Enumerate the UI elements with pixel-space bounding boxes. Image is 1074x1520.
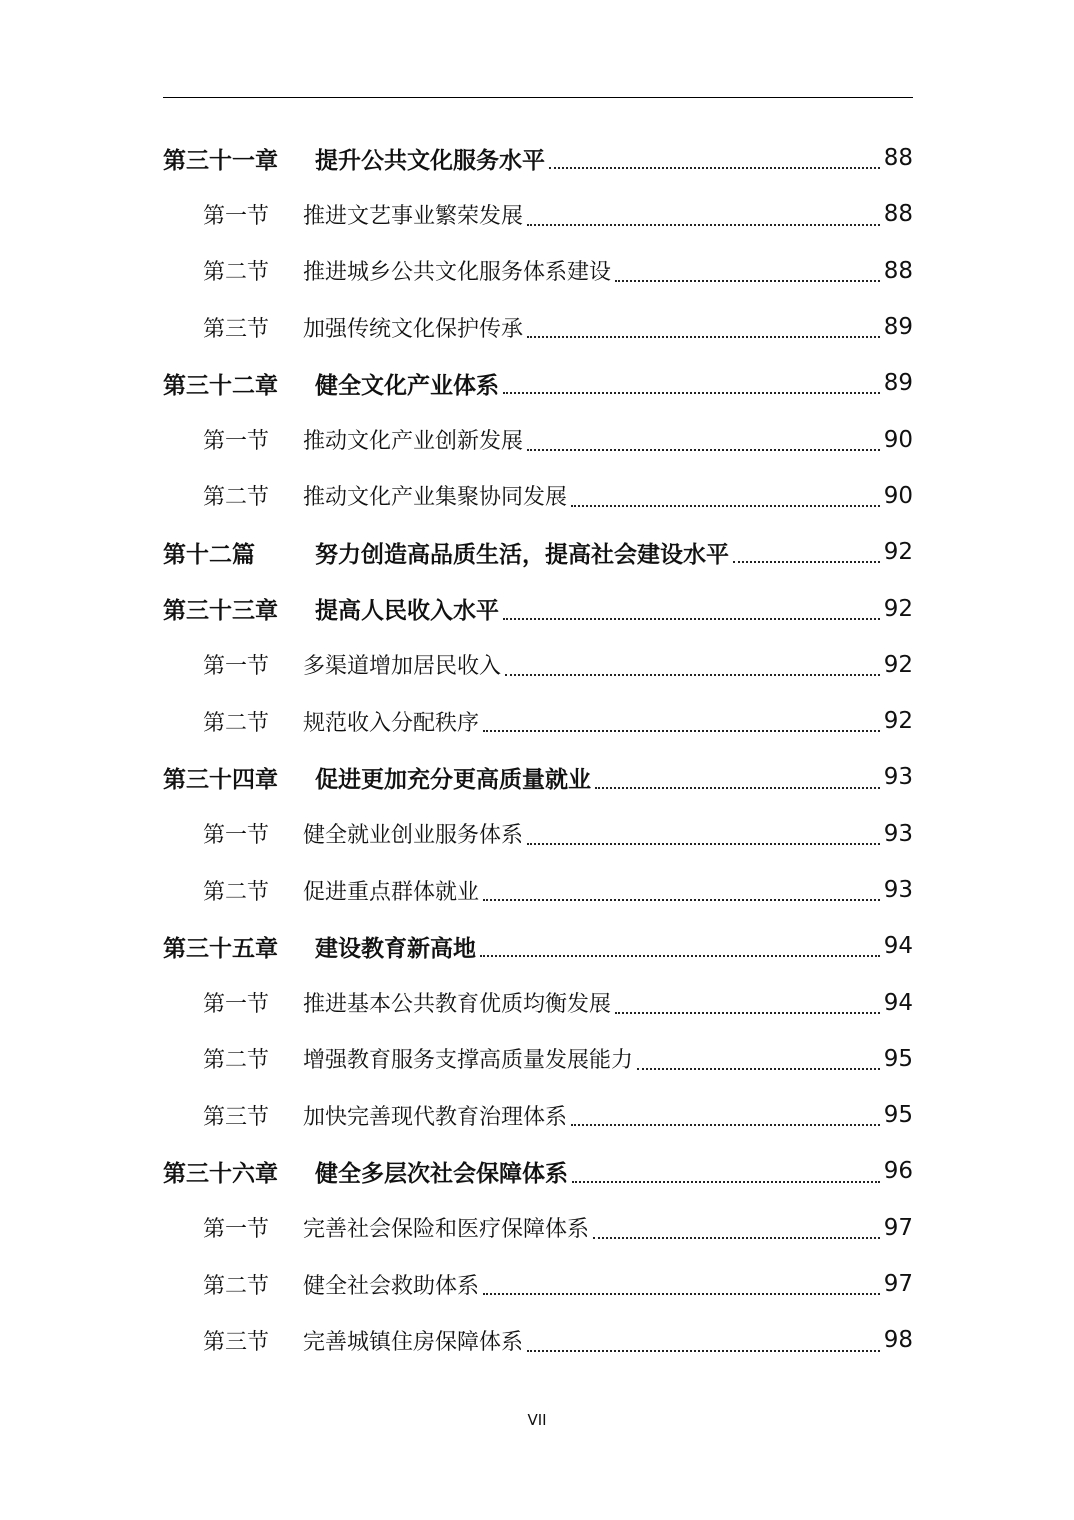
toc-entry-title: 加快完善现代教育治理体系	[303, 1104, 568, 1130]
toc-entry-section[interactable]	[163, 468, 913, 524]
toc-entry-page: 98	[883, 1327, 913, 1354]
toc-entry-section[interactable]	[163, 974, 913, 1030]
toc-entry-section[interactable]	[163, 1200, 913, 1256]
dot-leader	[527, 334, 880, 338]
table-of-contents	[163, 130, 913, 1369]
toc-entry-section[interactable]	[163, 1256, 913, 1312]
toc-entry-number: 第三十五章	[163, 935, 278, 962]
dot-leader	[503, 390, 880, 394]
toc-entry-page: 89	[883, 370, 913, 397]
dot-leader	[527, 841, 880, 845]
toc-entry-title: 推进城乡公共文化服务体系建设	[303, 260, 612, 286]
toc-entry-page: 97	[883, 1214, 913, 1241]
toc-entry-title: 健全文化产业体系	[315, 372, 499, 399]
dot-leader	[483, 1291, 880, 1295]
toc-entry-page: 89	[883, 314, 913, 341]
toc-entry-chapter[interactable]	[163, 580, 913, 636]
toc-entry-title: 加强传统文化保护传承	[303, 316, 524, 342]
dot-leader	[549, 165, 880, 169]
toc-entry-section[interactable]	[163, 299, 913, 355]
toc-entry-number: 第三节	[203, 1104, 270, 1130]
toc-entry-title: 健全多层次社会保障体系	[315, 1160, 568, 1187]
dot-leader	[483, 728, 880, 732]
dot-leader	[571, 503, 880, 507]
toc-entry-number: 第三节	[203, 1329, 270, 1355]
footer-page-number: VII	[527, 1411, 547, 1429]
toc-entry-section[interactable]	[163, 1312, 913, 1368]
toc-entry-number: 第一节	[203, 203, 270, 229]
toc-entry-chapter[interactable]	[163, 130, 913, 186]
dot-leader	[637, 1066, 880, 1070]
toc-entry-title: 健全就业创业服务体系	[303, 823, 524, 849]
toc-entry-chapter[interactable]	[163, 1143, 913, 1199]
toc-entry-section[interactable]	[163, 186, 913, 242]
toc-entry-chapter[interactable]	[163, 749, 913, 805]
toc-entry-number: 第二节	[203, 485, 270, 511]
toc-entry-title: 推进基本公共教育优质均衡发展	[303, 992, 612, 1018]
toc-entry-title: 建设教育新高地	[315, 935, 476, 962]
toc-entry-title: 推进文艺事业繁荣发展	[303, 203, 524, 229]
toc-entry-title: 推动文化产业创新发展	[303, 429, 524, 455]
toc-entry-title: 促进重点群体就业	[303, 879, 480, 905]
toc-entry-page: 93	[883, 764, 913, 791]
toc-entry-number: 第十二篇	[163, 541, 255, 568]
toc-entry-number: 第二节	[203, 710, 270, 736]
toc-entry-page: 92	[883, 708, 913, 735]
dot-leader	[527, 447, 880, 451]
toc-entry-page: 92	[883, 595, 913, 622]
toc-entry-page: 88	[883, 145, 913, 172]
toc-entry-page: 93	[883, 877, 913, 903]
toc-entry-number: 第三十一章	[163, 147, 278, 174]
toc-entry-page: 94	[883, 989, 913, 1016]
toc-entry-section[interactable]	[163, 637, 913, 693]
dot-leader	[480, 953, 880, 957]
toc-entry-title: 努力创造高品质生活，提高社会建设水平	[315, 541, 729, 568]
toc-entry-chapter[interactable]	[163, 524, 913, 580]
toc-entry-number: 第三十三章	[163, 598, 278, 625]
toc-entry-number: 第一节	[203, 429, 270, 455]
toc-entry-section[interactable]	[163, 862, 913, 918]
toc-entry-page: 92	[883, 651, 913, 678]
toc-entry-page: 88	[883, 201, 913, 228]
toc-entry-page: 95	[883, 1045, 913, 1072]
toc-entry-section[interactable]	[163, 411, 913, 467]
dot-leader	[571, 1122, 880, 1126]
toc-entry-title: 增强教育服务支撑高质量发展能力	[303, 1048, 634, 1074]
toc-entry-title: 推动文化产业集聚协同发展	[303, 485, 568, 511]
dot-leader	[572, 1179, 880, 1183]
dot-leader	[615, 1010, 880, 1014]
toc-entry-page: 90	[883, 426, 913, 453]
toc-entry-number: 第二节	[203, 1048, 270, 1074]
header-rule	[163, 97, 913, 98]
dot-leader	[595, 785, 880, 789]
toc-entry-title: 多渠道增加居民收入	[303, 654, 502, 680]
toc-entry-title: 规范收入分配秩序	[303, 710, 480, 736]
toc-entry-number: 第三节	[203, 316, 270, 342]
toc-entry-page: 88	[883, 257, 913, 284]
dot-leader	[503, 616, 880, 620]
dot-leader	[505, 672, 880, 676]
toc-entry-title: 提升公共文化服务水平	[315, 147, 545, 174]
toc-entry-section[interactable]	[163, 806, 913, 862]
toc-entry-number: 第三十六章	[163, 1160, 278, 1187]
toc-entry-number: 第一节	[203, 654, 270, 680]
toc-entry-number: 第一节	[203, 823, 270, 849]
toc-entry-page: 90	[883, 482, 913, 509]
toc-entry-title: 完善社会保险和医疗保障体系	[303, 1217, 590, 1243]
toc-entry-page: 95	[883, 1102, 913, 1129]
toc-entry-page: 92	[883, 539, 913, 566]
dot-leader	[615, 278, 880, 282]
dot-leader	[733, 559, 880, 563]
toc-entry-number: 第二节	[203, 260, 270, 286]
dot-leader	[527, 1348, 880, 1352]
toc-entry-title: 提高人民收入水平	[315, 598, 499, 625]
toc-entry-page: 97	[883, 1271, 913, 1298]
toc-entry-number: 第三十二章	[163, 372, 278, 399]
toc-entry-section[interactable]	[163, 243, 913, 299]
dot-leader	[593, 1235, 880, 1239]
toc-entry-chapter[interactable]	[163, 918, 913, 974]
dot-leader	[527, 222, 880, 226]
toc-entry-number: 第一节	[203, 992, 270, 1018]
toc-entry-section[interactable]	[163, 1087, 913, 1143]
toc-entry-section[interactable]	[163, 693, 913, 749]
toc-entry-title: 健全社会救助体系	[303, 1273, 480, 1299]
toc-entry-title: 促进更加充分更高质量就业	[315, 766, 591, 793]
toc-entry-title: 完善城镇住房保障体系	[303, 1329, 524, 1355]
toc-entry-number: 第三十四章	[163, 766, 278, 793]
toc-entry-number: 第二节	[203, 1273, 270, 1299]
toc-entry-page: 93	[883, 820, 913, 847]
dot-leader	[483, 897, 880, 901]
toc-entry-page: 96	[883, 1158, 913, 1185]
toc-entry-page: 94	[883, 933, 913, 960]
toc-entry-number: 第二节	[203, 879, 270, 905]
toc-entry-number: 第一节	[203, 1217, 270, 1243]
toc-entry-section[interactable]	[163, 1031, 913, 1087]
toc-entry-chapter[interactable]	[163, 355, 913, 411]
